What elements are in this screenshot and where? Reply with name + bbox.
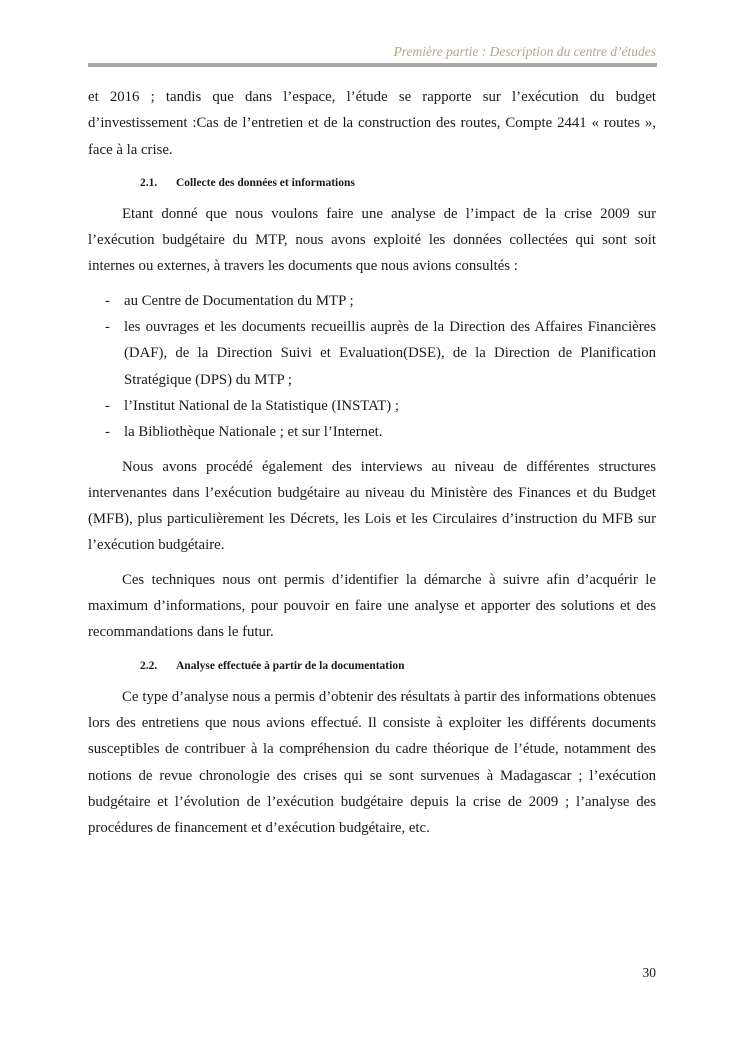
list-item: - les ouvrages et les documents recueillis auprès de la Direction des Affaires Financières (DAF), de la Direction Suivi et Evaluation(DSE), de la Direction de Planification Stratégique (DPS) du MTP ;: [88, 314, 656, 393]
list-item: - au Centre de Documentation du MTP ;: [88, 288, 656, 314]
paragraph: Ces techniques nous ont permis d’identifier la démarche à suivre afin d’acquérir le maximum d’informations, pour pouvoir en faire une analyse et apporter des solutions et des recommandations dans le futur.: [88, 571, 656, 641]
source-list: [88, 288, 656, 446]
section-title: Analyse effectuée à partir de la documentation: [176, 659, 405, 672]
paragraph: Etant donné que nous voulons faire une analyse de l’impact de la crise 2009 sur l’exécution budgétaire du MTP, nous avons exploité les données collectées qui sont soit internes ou externes, à travers les documents que nous avions consultés :: [88, 205, 656, 275]
header-rule: [88, 63, 657, 67]
running-header: Première partie : Description du centre d’études: [393, 44, 656, 59]
section-number: 2.2.: [140, 659, 158, 672]
list-item: - l’Institut National de la Statistique (INSTAT) ;: [88, 393, 656, 419]
paragraph: Nous avons procédé également des interviews au niveau de différentes structures intervenantes dans l’exécution budgétaire au niveau du Ministère des Finances et du Budget (MFB), plus particulièrement les Décrets, les Lois et les Circulaires d’instruction du MFB sur l’exécution budgétaire.: [88, 458, 656, 554]
intro-paragraph: et 2016 ; tandis que dans l’espace, l’étude se rapporte sur l’exécution du budget d’investissement :Cas de l’entretien et de la construction des routes, Compte 2441 « routes », face à la crise.: [88, 89, 656, 158]
page-number: 30: [642, 965, 656, 980]
list-item: - la Bibliothèque Nationale ; et sur l’Internet.: [88, 419, 656, 445]
section-title: Collecte des données et informations: [176, 176, 355, 189]
paragraph: Ce type d’analyse nous a permis d’obtenir des résultats à partir des informations obtenues lors des entretiens que nous avions effectué. Il consiste à exploiter les différents documents susceptibles de contribuer à la compréhension du cadre théorique de l’étude, notamment des notions de revue chronologie des crises qui se sont survenues à Madagascar ; l’exécution budgétaire et l’évolution de l’exécution budgétaire depuis la crise de 2009 ; l’analyse des procédures de financement et d’exécution budgétaire, etc.: [88, 688, 656, 837]
page-body: [88, 84, 656, 849]
section-number: 2.1.: [140, 176, 158, 189]
section-heading-2-1: [140, 175, 656, 191]
section-heading-2-2: [140, 658, 656, 674]
